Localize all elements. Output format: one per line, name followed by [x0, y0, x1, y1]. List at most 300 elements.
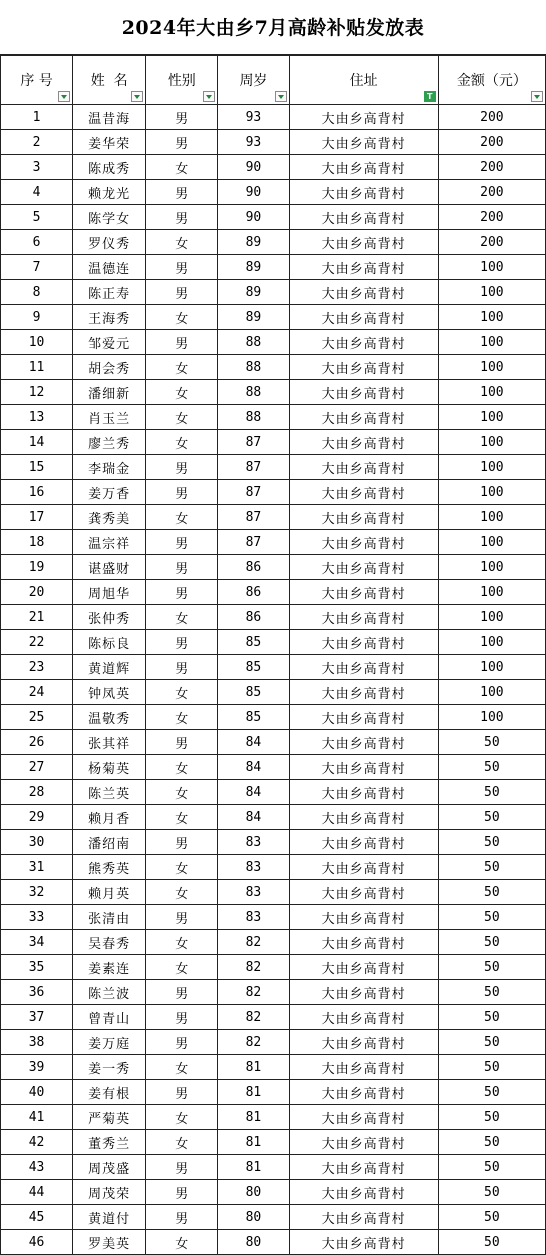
cell-sex[interactable]: 女 — [146, 1230, 218, 1255]
cell-age[interactable]: 93 — [218, 105, 289, 130]
cell-name[interactable]: 王海秀 — [73, 305, 146, 330]
cell-address[interactable]: 大由乡高背村 — [289, 1180, 438, 1205]
cell-sex[interactable]: 男 — [146, 255, 218, 280]
cell-address[interactable]: 大由乡高背村 — [289, 580, 438, 605]
cell-sex[interactable]: 女 — [146, 505, 218, 530]
cell-amount[interactable]: 50 — [438, 955, 545, 980]
cell-amount[interactable]: 200 — [438, 230, 545, 255]
cell-seq[interactable]: 36 — [1, 980, 73, 1005]
cell-name[interactable]: 潘绍南 — [73, 830, 146, 855]
cell-name[interactable]: 赖月英 — [73, 880, 146, 905]
cell-seq[interactable]: 35 — [1, 955, 73, 980]
cell-sex[interactable]: 女 — [146, 705, 218, 730]
cell-seq[interactable]: 7 — [1, 255, 73, 280]
cell-age[interactable]: 81 — [218, 1130, 289, 1155]
cell-name[interactable]: 温昔海 — [73, 105, 146, 130]
cell-address[interactable]: 大由乡高背村 — [289, 680, 438, 705]
cell-seq[interactable]: 37 — [1, 1005, 73, 1030]
cell-name[interactable]: 曾青山 — [73, 1005, 146, 1030]
cell-sex[interactable]: 女 — [146, 780, 218, 805]
cell-name[interactable]: 陈兰波 — [73, 980, 146, 1005]
cell-address[interactable]: 大由乡高背村 — [289, 805, 438, 830]
cell-amount[interactable]: 100 — [438, 605, 545, 630]
cell-name[interactable]: 龚秀美 — [73, 505, 146, 530]
cell-address[interactable]: 大由乡高背村 — [289, 730, 438, 755]
cell-amount[interactable]: 50 — [438, 1155, 545, 1180]
cell-sex[interactable]: 女 — [146, 355, 218, 380]
cell-age[interactable]: 88 — [218, 405, 289, 430]
cell-name[interactable]: 温德连 — [73, 255, 146, 280]
cell-address[interactable]: 大由乡高背村 — [289, 405, 438, 430]
table-row — [1, 555, 546, 580]
cell-age[interactable]: 84 — [218, 780, 289, 805]
table-row — [1, 780, 546, 805]
cell-seq[interactable]: 10 — [1, 330, 73, 355]
cell-name[interactable]: 温宗祥 — [73, 530, 146, 555]
cell-seq[interactable]: 42 — [1, 1130, 73, 1155]
cell-sex[interactable]: 男 — [146, 1205, 218, 1230]
cell-amount[interactable]: 100 — [438, 480, 545, 505]
cell-name[interactable]: 胡会秀 — [73, 355, 146, 380]
cell-name[interactable]: 赖月香 — [73, 805, 146, 830]
cell-address[interactable]: 大由乡高背村 — [289, 355, 438, 380]
cell-amount[interactable]: 50 — [438, 930, 545, 955]
cell-address[interactable]: 大由乡高背村 — [289, 1205, 438, 1230]
cell-sex[interactable]: 男 — [146, 905, 218, 930]
cell-sex[interactable]: 男 — [146, 180, 218, 205]
cell-age[interactable]: 86 — [218, 605, 289, 630]
cell-name[interactable]: 姜一秀 — [73, 1055, 146, 1080]
cell-name[interactable]: 姜万庭 — [73, 1030, 146, 1055]
cell-seq[interactable]: 22 — [1, 630, 73, 655]
cell-address[interactable]: 大由乡高背村 — [289, 755, 438, 780]
cell-amount[interactable]: 100 — [438, 580, 545, 605]
cell-sex[interactable]: 女 — [146, 805, 218, 830]
cell-seq[interactable]: 40 — [1, 1080, 73, 1105]
cell-sex[interactable]: 男 — [146, 280, 218, 305]
cell-amount[interactable]: 50 — [438, 1005, 545, 1030]
cell-name[interactable]: 钟凤英 — [73, 680, 146, 705]
cell-sex[interactable]: 女 — [146, 380, 218, 405]
cell-name[interactable]: 吴春秀 — [73, 930, 146, 955]
table-row — [1, 330, 546, 355]
cell-sex[interactable]: 男 — [146, 730, 218, 755]
chevron-down-icon — [134, 95, 140, 99]
cell-amount[interactable]: 50 — [438, 830, 545, 855]
cell-age[interactable]: 83 — [218, 880, 289, 905]
table-row — [1, 180, 546, 205]
cell-name[interactable]: 李瑞金 — [73, 455, 146, 480]
cell-amount[interactable]: 100 — [438, 405, 545, 430]
cell-amount[interactable]: 100 — [438, 380, 545, 405]
cell-amount[interactable]: 50 — [438, 1230, 545, 1255]
cell-sex[interactable]: 女 — [146, 680, 218, 705]
cell-seq[interactable]: 39 — [1, 1055, 73, 1080]
cell-amount[interactable]: 100 — [438, 680, 545, 705]
cell-name[interactable]: 张清由 — [73, 905, 146, 930]
cell-name[interactable]: 姜华荣 — [73, 130, 146, 155]
cell-seq[interactable]: 4 — [1, 180, 73, 205]
cell-age[interactable]: 88 — [218, 330, 289, 355]
cell-address[interactable]: 大由乡高背村 — [289, 105, 438, 130]
cell-seq[interactable]: 16 — [1, 480, 73, 505]
cell-sex[interactable]: 女 — [146, 955, 218, 980]
cell-sex[interactable]: 男 — [146, 1080, 218, 1105]
cell-age[interactable]: 89 — [218, 230, 289, 255]
filter-dropdown-age[interactable] — [275, 91, 287, 102]
cell-address[interactable]: 大由乡高背村 — [289, 205, 438, 230]
cell-age[interactable]: 85 — [218, 680, 289, 705]
cell-address[interactable]: 大由乡高背村 — [289, 1230, 438, 1255]
cell-age[interactable]: 84 — [218, 730, 289, 755]
cell-sex[interactable]: 男 — [146, 980, 218, 1005]
table-row — [1, 980, 546, 1005]
cell-age[interactable]: 84 — [218, 805, 289, 830]
cell-address[interactable]: 大由乡高背村 — [289, 330, 438, 355]
cell-seq[interactable]: 45 — [1, 1205, 73, 1230]
cell-address[interactable]: 大由乡高背村 — [289, 1080, 438, 1105]
cell-age[interactable]: 87 — [218, 530, 289, 555]
cell-amount[interactable]: 100 — [438, 280, 545, 305]
cell-sex[interactable]: 男 — [146, 830, 218, 855]
filter-dropdown-sex[interactable] — [203, 91, 215, 102]
cell-amount[interactable]: 50 — [438, 1030, 545, 1055]
cell-address[interactable]: 大由乡高背村 — [289, 455, 438, 480]
cell-seq[interactable]: 43 — [1, 1155, 73, 1180]
cell-amount[interactable]: 50 — [438, 1055, 545, 1080]
cell-seq[interactable]: 38 — [1, 1030, 73, 1055]
cell-seq[interactable]: 2 — [1, 130, 73, 155]
cell-name[interactable]: 陈成秀 — [73, 155, 146, 180]
cell-seq[interactable]: 29 — [1, 805, 73, 830]
cell-seq[interactable]: 41 — [1, 1105, 73, 1130]
cell-seq[interactable]: 19 — [1, 555, 73, 580]
cell-seq[interactable]: 20 — [1, 580, 73, 605]
cell-age[interactable]: 90 — [218, 155, 289, 180]
cell-sex[interactable]: 女 — [146, 405, 218, 430]
cell-age[interactable]: 82 — [218, 1005, 289, 1030]
cell-name[interactable]: 陈标良 — [73, 630, 146, 655]
cell-sex[interactable]: 女 — [146, 880, 218, 905]
cell-age[interactable]: 86 — [218, 580, 289, 605]
filter-dropdown-seq[interactable] — [58, 91, 70, 102]
cell-seq[interactable]: 11 — [1, 355, 73, 380]
cell-amount[interactable]: 50 — [438, 1130, 545, 1155]
cell-age[interactable]: 82 — [218, 980, 289, 1005]
cell-sex[interactable]: 男 — [146, 1180, 218, 1205]
cell-sex[interactable]: 男 — [146, 105, 218, 130]
cell-seq[interactable]: 32 — [1, 880, 73, 905]
cell-address[interactable]: 大由乡高背村 — [289, 180, 438, 205]
filter-dropdown-name[interactable] — [131, 91, 143, 102]
cell-age[interactable]: 85 — [218, 705, 289, 730]
cell-seq[interactable]: 13 — [1, 405, 73, 430]
cell-age[interactable]: 85 — [218, 655, 289, 680]
cell-age[interactable]: 81 — [218, 1105, 289, 1130]
cell-address[interactable]: 大由乡高背村 — [289, 130, 438, 155]
cell-sex[interactable]: 男 — [146, 655, 218, 680]
cell-address[interactable]: 大由乡高背村 — [289, 430, 438, 455]
cell-amount[interactable]: 100 — [438, 455, 545, 480]
cell-address[interactable]: 大由乡高背村 — [289, 155, 438, 180]
header-amount — [438, 56, 545, 105]
cell-sex[interactable]: 男 — [146, 630, 218, 655]
cell-seq[interactable]: 28 — [1, 780, 73, 805]
cell-sex[interactable]: 女 — [146, 305, 218, 330]
cell-address[interactable]: 大由乡高背村 — [289, 280, 438, 305]
cell-amount[interactable]: 200 — [438, 205, 545, 230]
cell-name[interactable]: 董秀兰 — [73, 1130, 146, 1155]
cell-seq[interactable]: 34 — [1, 930, 73, 955]
table-row — [1, 305, 546, 330]
cell-address[interactable]: 大由乡高背村 — [289, 905, 438, 930]
cell-address[interactable]: 大由乡高背村 — [289, 830, 438, 855]
cell-address[interactable]: 大由乡高背村 — [289, 380, 438, 405]
cell-amount[interactable]: 50 — [438, 1080, 545, 1105]
cell-amount[interactable]: 50 — [438, 980, 545, 1005]
cell-age[interactable]: 89 — [218, 305, 289, 330]
cell-age[interactable]: 88 — [218, 380, 289, 405]
cell-name[interactable]: 姜万香 — [73, 480, 146, 505]
cell-sex[interactable]: 男 — [146, 130, 218, 155]
cell-age[interactable]: 86 — [218, 555, 289, 580]
cell-name[interactable]: 周旭华 — [73, 580, 146, 605]
cell-address[interactable]: 大由乡高背村 — [289, 930, 438, 955]
cell-seq[interactable]: 46 — [1, 1230, 73, 1255]
cell-seq[interactable]: 25 — [1, 705, 73, 730]
cell-sex[interactable]: 女 — [146, 855, 218, 880]
header-seq-label: 序 号 — [20, 73, 53, 89]
cell-address[interactable]: 大由乡高背村 — [289, 855, 438, 880]
cell-sex[interactable]: 男 — [146, 480, 218, 505]
cell-name[interactable]: 张其祥 — [73, 730, 146, 755]
cell-age[interactable]: 90 — [218, 180, 289, 205]
cell-address[interactable]: 大由乡高背村 — [289, 480, 438, 505]
cell-seq[interactable]: 8 — [1, 280, 73, 305]
cell-sex[interactable]: 男 — [146, 530, 218, 555]
cell-sex[interactable]: 女 — [146, 155, 218, 180]
cell-amount[interactable]: 50 — [438, 1105, 545, 1130]
cell-name[interactable]: 邹爱元 — [73, 330, 146, 355]
cell-age[interactable]: 84 — [218, 755, 289, 780]
cell-sex[interactable]: 男 — [146, 555, 218, 580]
cell-amount[interactable]: 100 — [438, 355, 545, 380]
cell-amount[interactable]: 100 — [438, 655, 545, 680]
cell-seq[interactable]: 23 — [1, 655, 73, 680]
cell-seq[interactable]: 24 — [1, 680, 73, 705]
cell-seq[interactable]: 27 — [1, 755, 73, 780]
cell-name[interactable]: 黄道辉 — [73, 655, 146, 680]
cell-seq[interactable]: 33 — [1, 905, 73, 930]
cell-amount[interactable]: 100 — [438, 705, 545, 730]
cell-name[interactable]: 杨菊英 — [73, 755, 146, 780]
cell-amount[interactable]: 100 — [438, 305, 545, 330]
header-sex — [146, 56, 218, 105]
cell-age[interactable]: 81 — [218, 1155, 289, 1180]
cell-address[interactable]: 大由乡高背村 — [289, 1105, 438, 1130]
cell-age[interactable]: 90 — [218, 205, 289, 230]
cell-address[interactable]: 大由乡高背村 — [289, 655, 438, 680]
cell-address[interactable]: 大由乡高背村 — [289, 1005, 438, 1030]
cell-address[interactable]: 大由乡高背村 — [289, 1155, 438, 1180]
cell-address[interactable]: 大由乡高背村 — [289, 305, 438, 330]
cell-name[interactable]: 张仲秀 — [73, 605, 146, 630]
cell-name[interactable]: 周茂荣 — [73, 1180, 146, 1205]
cell-name[interactable]: 陈正寿 — [73, 280, 146, 305]
cell-name[interactable]: 廖兰秀 — [73, 430, 146, 455]
cell-sex[interactable]: 男 — [146, 580, 218, 605]
cell-seq[interactable]: 18 — [1, 530, 73, 555]
cell-address[interactable]: 大由乡高背村 — [289, 1030, 438, 1055]
cell-sex[interactable]: 男 — [146, 1030, 218, 1055]
cell-amount[interactable]: 200 — [438, 105, 545, 130]
cell-sex[interactable]: 男 — [146, 205, 218, 230]
header-address — [289, 56, 438, 105]
cell-age[interactable]: 81 — [218, 1055, 289, 1080]
cell-name[interactable]: 严菊英 — [73, 1105, 146, 1130]
cell-amount[interactable]: 100 — [438, 630, 545, 655]
cell-address[interactable]: 大由乡高背村 — [289, 955, 438, 980]
cell-age[interactable]: 83 — [218, 830, 289, 855]
cell-age[interactable]: 83 — [218, 905, 289, 930]
cell-sex[interactable]: 女 — [146, 755, 218, 780]
cell-seq[interactable]: 6 — [1, 230, 73, 255]
cell-seq[interactable]: 26 — [1, 730, 73, 755]
cell-address[interactable]: 大由乡高背村 — [289, 1130, 438, 1155]
cell-sex[interactable]: 男 — [146, 455, 218, 480]
cell-amount[interactable]: 50 — [438, 855, 545, 880]
cell-name[interactable]: 肖玉兰 — [73, 405, 146, 430]
cell-amount[interactable]: 100 — [438, 555, 545, 580]
cell-seq[interactable]: 3 — [1, 155, 73, 180]
cell-name[interactable]: 姜素连 — [73, 955, 146, 980]
cell-sex[interactable]: 女 — [146, 1055, 218, 1080]
filter-dropdown-address-active[interactable] — [424, 91, 436, 102]
cell-sex[interactable]: 女 — [146, 1105, 218, 1130]
cell-address[interactable]: 大由乡高背村 — [289, 555, 438, 580]
cell-address[interactable]: 大由乡高背村 — [289, 705, 438, 730]
cell-age[interactable]: 87 — [218, 480, 289, 505]
filter-dropdown-amount[interactable] — [531, 91, 543, 102]
cell-amount[interactable]: 100 — [438, 530, 545, 555]
cell-name[interactable]: 潘细新 — [73, 380, 146, 405]
cell-sex[interactable]: 女 — [146, 930, 218, 955]
cell-seq[interactable]: 30 — [1, 830, 73, 855]
cell-seq[interactable]: 31 — [1, 855, 73, 880]
cell-seq[interactable]: 44 — [1, 1180, 73, 1205]
table-row — [1, 830, 546, 855]
cell-sex[interactable]: 男 — [146, 330, 218, 355]
cell-name[interactable]: 谌盛财 — [73, 555, 146, 580]
cell-address[interactable]: 大由乡高背村 — [289, 530, 438, 555]
cell-sex[interactable]: 男 — [146, 1155, 218, 1180]
table-row — [1, 480, 546, 505]
cell-seq[interactable]: 9 — [1, 305, 73, 330]
cell-amount[interactable]: 100 — [438, 430, 545, 455]
cell-name[interactable]: 温敬秀 — [73, 705, 146, 730]
cell-age[interactable]: 81 — [218, 1080, 289, 1105]
cell-sex[interactable]: 女 — [146, 430, 218, 455]
cell-age[interactable]: 82 — [218, 955, 289, 980]
table-row — [1, 880, 546, 905]
table-row — [1, 1155, 546, 1180]
cell-amount[interactable]: 50 — [438, 1180, 545, 1205]
cell-seq[interactable]: 12 — [1, 380, 73, 405]
cell-amount[interactable]: 50 — [438, 730, 545, 755]
cell-sex[interactable]: 女 — [146, 1130, 218, 1155]
cell-sex[interactable]: 男 — [146, 1005, 218, 1030]
cell-address[interactable]: 大由乡高背村 — [289, 505, 438, 530]
cell-seq[interactable]: 17 — [1, 505, 73, 530]
cell-amount[interactable]: 200 — [438, 180, 545, 205]
cell-address[interactable]: 大由乡高背村 — [289, 1055, 438, 1080]
cell-address[interactable]: 大由乡高背村 — [289, 255, 438, 280]
cell-address[interactable]: 大由乡高背村 — [289, 605, 438, 630]
cell-age[interactable]: 80 — [218, 1230, 289, 1255]
cell-amount[interactable]: 50 — [438, 905, 545, 930]
cell-age[interactable]: 87 — [218, 505, 289, 530]
cell-address[interactable]: 大由乡高背村 — [289, 980, 438, 1005]
cell-address[interactable]: 大由乡高背村 — [289, 880, 438, 905]
cell-address[interactable]: 大由乡高背村 — [289, 780, 438, 805]
cell-seq[interactable]: 14 — [1, 430, 73, 455]
cell-amount[interactable]: 100 — [438, 505, 545, 530]
cell-name[interactable]: 罗美英 — [73, 1230, 146, 1255]
cell-age[interactable]: 93 — [218, 130, 289, 155]
cell-age[interactable]: 87 — [218, 430, 289, 455]
cell-address[interactable]: 大由乡高背村 — [289, 630, 438, 655]
cell-name[interactable]: 黄道付 — [73, 1205, 146, 1230]
cell-age[interactable]: 80 — [218, 1180, 289, 1205]
cell-amount[interactable]: 50 — [438, 880, 545, 905]
cell-name[interactable]: 周茂盛 — [73, 1155, 146, 1180]
cell-name[interactable]: 陈学女 — [73, 205, 146, 230]
cell-age[interactable]: 88 — [218, 355, 289, 380]
cell-amount[interactable]: 200 — [438, 155, 545, 180]
cell-amount[interactable]: 100 — [438, 330, 545, 355]
cell-age[interactable]: 85 — [218, 630, 289, 655]
cell-amount[interactable]: 50 — [438, 755, 545, 780]
cell-seq[interactable]: 21 — [1, 605, 73, 630]
cell-amount[interactable]: 50 — [438, 805, 545, 830]
cell-age[interactable]: 89 — [218, 280, 289, 305]
cell-age[interactable]: 89 — [218, 255, 289, 280]
cell-amount[interactable]: 50 — [438, 780, 545, 805]
cell-age[interactable]: 87 — [218, 455, 289, 480]
header-age-label: 周岁 — [239, 73, 268, 89]
cell-amount[interactable]: 200 — [438, 130, 545, 155]
cell-name[interactable]: 陈兰英 — [73, 780, 146, 805]
cell-age[interactable]: 82 — [218, 930, 289, 955]
cell-age[interactable]: 80 — [218, 1205, 289, 1230]
cell-seq[interactable]: 15 — [1, 455, 73, 480]
cell-amount[interactable]: 50 — [438, 1205, 545, 1230]
table-row — [1, 605, 546, 630]
cell-name[interactable]: 罗仪秀 — [73, 230, 146, 255]
cell-age[interactable]: 82 — [218, 1030, 289, 1055]
cell-name[interactable]: 熊秀英 — [73, 855, 146, 880]
cell-amount[interactable]: 100 — [438, 255, 545, 280]
cell-sex[interactable]: 女 — [146, 605, 218, 630]
cell-seq[interactable]: 5 — [1, 205, 73, 230]
cell-name[interactable]: 姜有根 — [73, 1080, 146, 1105]
cell-sex[interactable]: 女 — [146, 230, 218, 255]
cell-name[interactable]: 赖龙光 — [73, 180, 146, 205]
cell-age[interactable]: 83 — [218, 855, 289, 880]
cell-seq[interactable]: 1 — [1, 105, 73, 130]
cell-address[interactable]: 大由乡高背村 — [289, 230, 438, 255]
table-row — [1, 955, 546, 980]
